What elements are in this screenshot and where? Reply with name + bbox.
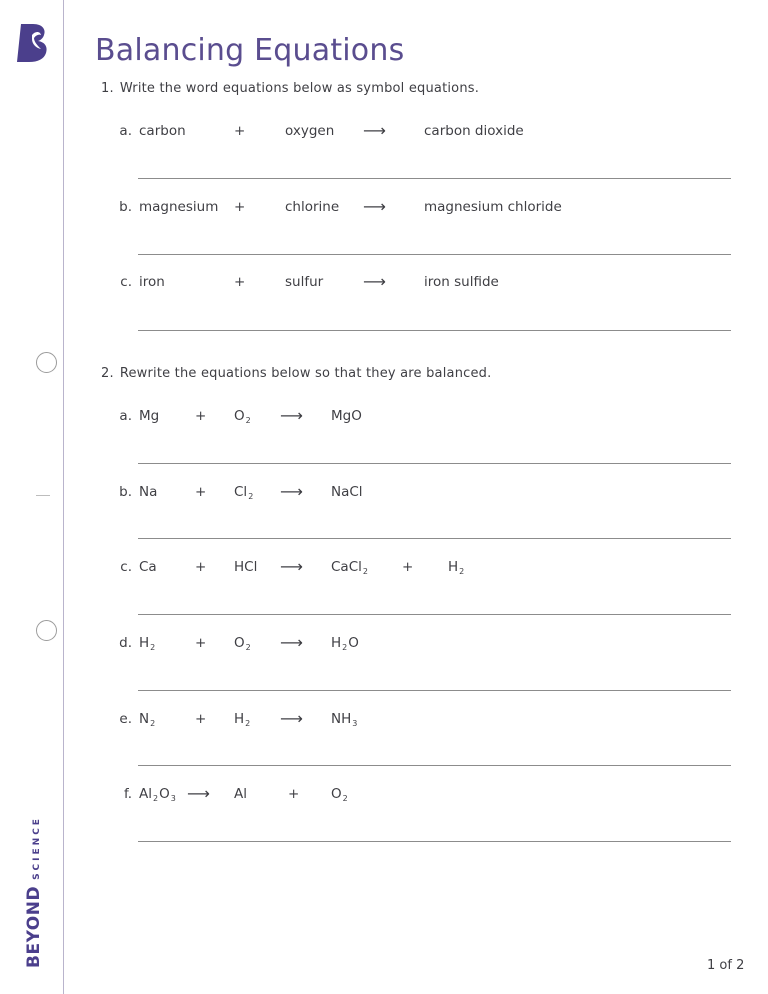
- item-letter: c.: [120, 559, 132, 575]
- formula: $H_2O$: [331, 635, 359, 652]
- plus-sign: +: [234, 274, 246, 290]
- formula: $O_2$: [234, 635, 251, 652]
- item-letter: a.: [119, 408, 132, 424]
- plus-sign: +: [195, 635, 207, 651]
- reactant: chlorine: [285, 199, 340, 215]
- question-1: [101, 81, 479, 96]
- page-number: 1 of 2: [707, 958, 745, 973]
- answer-line[interactable]: [138, 538, 731, 539]
- item-letter: f.: [123, 786, 132, 802]
- plus-sign: +: [402, 559, 414, 575]
- formula: $H_2$: [234, 711, 251, 728]
- formula: $H_2$: [139, 635, 156, 652]
- formula: $O_2$: [331, 786, 348, 803]
- reaction-arrow: ⟶: [363, 121, 386, 140]
- formula: Na: [139, 484, 158, 500]
- equation-row: [0, 408, 768, 428]
- reactant: iron: [139, 274, 165, 290]
- question-2: [101, 366, 491, 381]
- product: iron sulfide: [424, 274, 499, 290]
- equation-row: [0, 635, 768, 655]
- formula: Mg: [139, 408, 160, 424]
- answer-line[interactable]: [138, 614, 731, 615]
- item-letter: a.: [119, 123, 132, 139]
- answer-line[interactable]: [138, 254, 731, 255]
- question-number: 2.: [101, 366, 114, 381]
- reaction-arrow: ⟶: [280, 709, 303, 728]
- plus-sign: +: [234, 123, 246, 139]
- formula: HCl: [234, 559, 258, 575]
- product: magnesium chloride: [424, 199, 562, 215]
- equation-row: [0, 484, 768, 504]
- formula: CaCl$_2$: [331, 559, 368, 576]
- question-text: Rewrite the equations below so that they are balanced.: [119, 366, 492, 381]
- formula: $O_2$: [234, 408, 251, 425]
- item-letter: b.: [119, 484, 132, 500]
- brand-vertical: [24, 816, 44, 968]
- reaction-arrow: ⟶: [280, 406, 303, 425]
- plus-sign: +: [195, 408, 207, 424]
- beyond-science-logo-icon: [15, 22, 51, 64]
- answer-line[interactable]: [138, 330, 731, 331]
- formula: $H_2$: [448, 559, 465, 576]
- reaction-arrow: ⟶: [280, 557, 303, 576]
- question-number: 1.: [101, 81, 114, 96]
- question-text: Write the word equations below as symbol equations.: [119, 81, 480, 96]
- formula: Al: [234, 786, 247, 802]
- brand-word-beyond: BEYOND: [24, 885, 44, 968]
- reaction-arrow: ⟶: [280, 482, 303, 501]
- answer-line[interactable]: [138, 841, 731, 842]
- plus-sign: +: [195, 559, 207, 575]
- reactant: oxygen: [285, 123, 335, 139]
- answer-line[interactable]: [138, 178, 731, 179]
- formula: Ca: [139, 559, 157, 575]
- binder-hole: [36, 352, 57, 373]
- item-letter: e.: [119, 711, 132, 727]
- plus-sign: +: [195, 711, 207, 727]
- reactant: sulfur: [285, 274, 324, 290]
- product: carbon dioxide: [424, 123, 524, 139]
- formula: $NH_3$: [331, 711, 358, 728]
- item-letter: b.: [119, 199, 132, 215]
- equation-row: [0, 711, 768, 731]
- reaction-arrow: ⟶: [363, 197, 386, 216]
- formula: MgO: [331, 408, 362, 424]
- reactant: carbon: [139, 123, 186, 139]
- plus-sign: +: [195, 484, 207, 500]
- equation-row: [0, 199, 768, 219]
- equation-row: [0, 559, 768, 579]
- equation-row: [0, 786, 768, 806]
- reaction-arrow: ⟶: [280, 633, 303, 652]
- brand-word-science: SCIENCE: [32, 816, 42, 880]
- formula: NaCl: [331, 484, 363, 500]
- plus-sign: +: [288, 786, 300, 802]
- formula: $Cl_2$: [234, 484, 254, 501]
- item-letter: c.: [120, 274, 132, 290]
- reactant: magnesium: [139, 199, 219, 215]
- equation-row: [0, 274, 768, 294]
- answer-line[interactable]: [138, 463, 731, 464]
- plus-sign: +: [234, 199, 246, 215]
- reaction-arrow: ⟶: [187, 784, 210, 803]
- page-title: Balancing Equations: [95, 33, 405, 68]
- answer-line[interactable]: [138, 765, 731, 766]
- item-letter: d.: [119, 635, 132, 651]
- answer-line[interactable]: [138, 690, 731, 691]
- equation-row: [0, 123, 768, 143]
- formula: $Al_2O_3$: [139, 786, 176, 803]
- reaction-arrow: ⟶: [363, 272, 386, 291]
- formula: $N_2$: [139, 711, 156, 728]
